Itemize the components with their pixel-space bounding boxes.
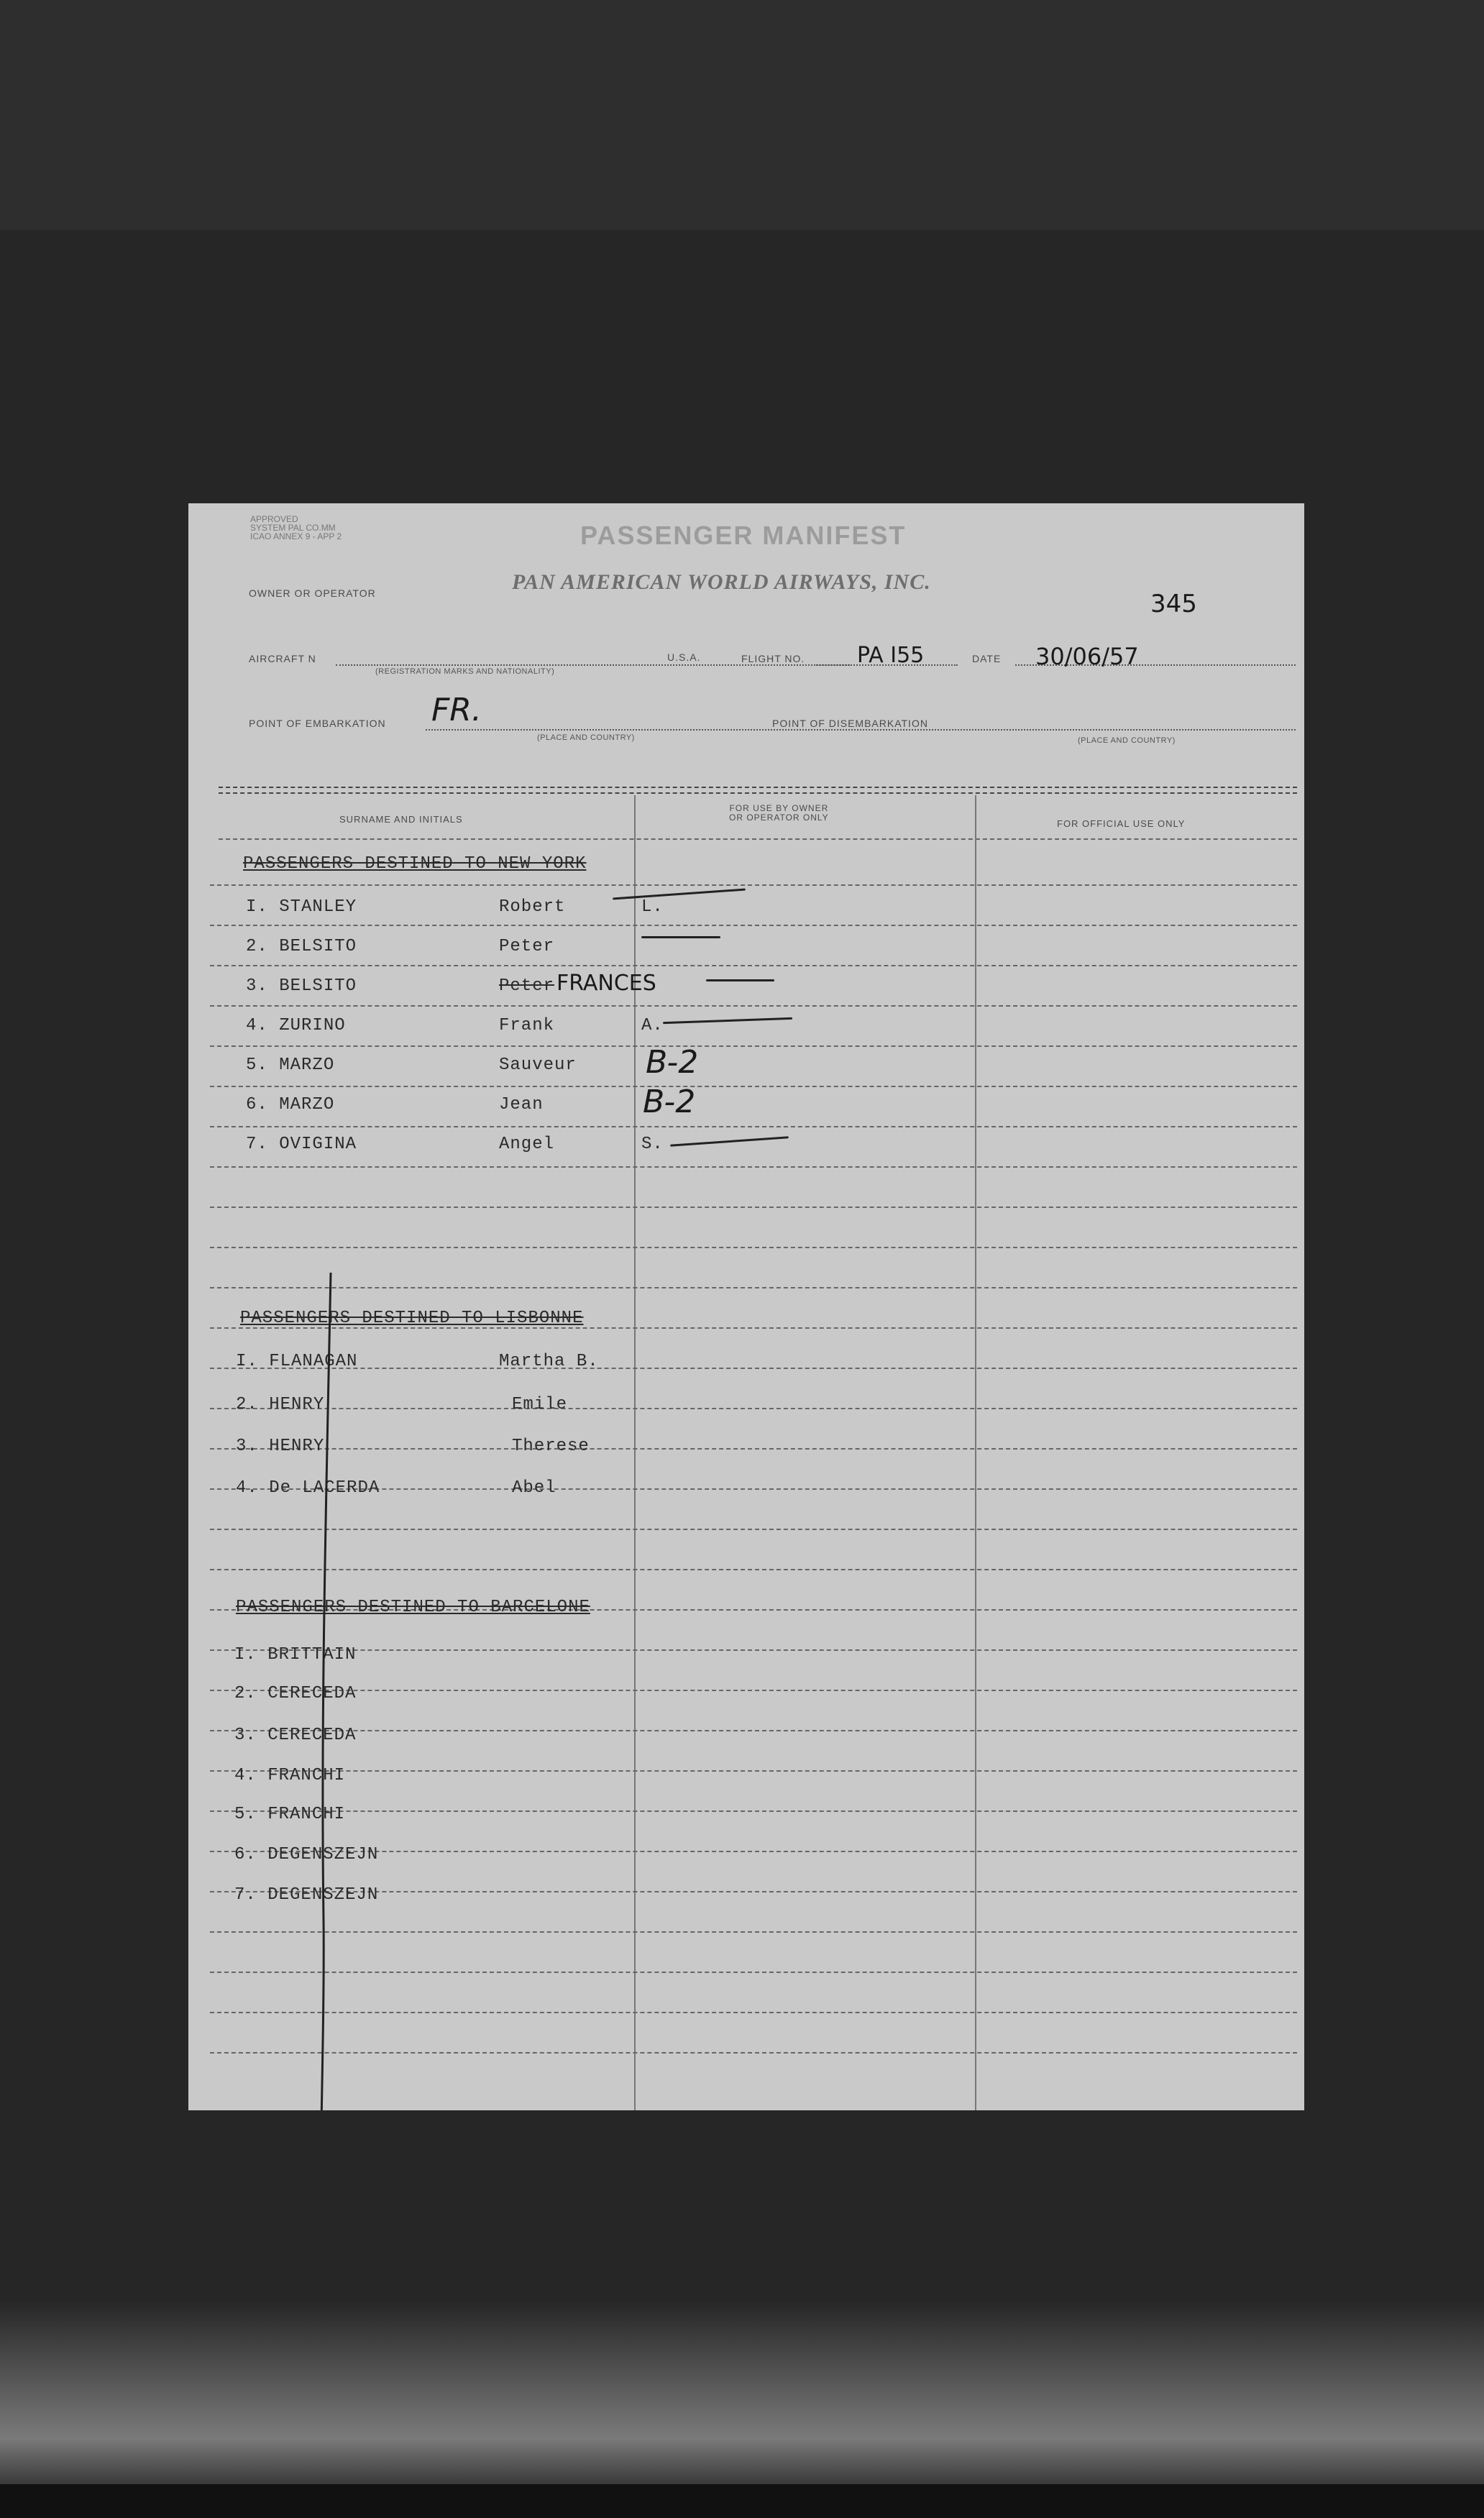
passenger-surname: DEGENSZEJN xyxy=(267,1845,379,1864)
passenger-initial: L. xyxy=(641,897,664,917)
passenger-row xyxy=(246,1095,334,1114)
passenger-number: I. xyxy=(236,1352,258,1371)
passenger-given: Sauveur xyxy=(499,1056,577,1075)
col-header-owner xyxy=(729,804,829,823)
ruled-line xyxy=(210,1207,1297,1208)
approval-line: ICAO ANNEX 9 - APP 2 xyxy=(250,531,342,541)
ruled-line xyxy=(210,1045,1297,1047)
ruled-line xyxy=(210,1247,1297,1248)
handwritten-bracket-line xyxy=(311,1273,339,2110)
passenger-number: 6. xyxy=(234,1845,257,1864)
group-heading-new-york: PASSENGERS DESTINED TO NEW YORK xyxy=(243,854,587,874)
passenger-row xyxy=(246,937,357,956)
film-bottom-edge xyxy=(0,2484,1484,2518)
passenger-surname: BRITTAIN xyxy=(267,1645,357,1665)
ruled-line xyxy=(210,2012,1297,2013)
passenger-number: 3. xyxy=(236,1437,258,1456)
passenger-surname: CERECEDA xyxy=(267,1726,357,1745)
manifest-sheet xyxy=(188,503,1304,2110)
ruled-line xyxy=(210,1368,1297,1369)
header-rule-bottom xyxy=(219,838,1297,840)
passenger-initial: S. xyxy=(641,1135,664,1154)
check-stroke xyxy=(641,936,720,938)
col-header-surname: SURNAME AND INITIALS xyxy=(339,814,463,825)
passenger-number: I. xyxy=(246,897,268,917)
passenger-number: 7. xyxy=(234,1885,257,1905)
header-rule-top xyxy=(219,787,1297,788)
passenger-number: 3. xyxy=(234,1726,257,1745)
passenger-surname: MARZO xyxy=(279,1095,335,1114)
header-rule-top xyxy=(219,792,1297,794)
passenger-number: 5. xyxy=(234,1805,257,1824)
registration-note: (REGISTRATION MARKS AND NATIONALITY) xyxy=(375,667,555,676)
passenger-surname: CERECEDA xyxy=(267,1684,357,1703)
passenger-number: 3. xyxy=(246,976,268,996)
ruled-line xyxy=(210,1166,1297,1168)
ruled-line xyxy=(210,1770,1297,1772)
passenger-surname: FRANCHI xyxy=(267,1805,346,1824)
passenger-row xyxy=(236,1478,380,1498)
ruled-line xyxy=(210,1810,1297,1812)
ruled-line xyxy=(210,925,1297,926)
aircraft-label: AIRCRAFT N xyxy=(249,653,316,664)
passenger-surname: MARZO xyxy=(279,1056,335,1075)
check-stroke xyxy=(670,1136,789,1147)
passenger-row xyxy=(236,1352,357,1371)
passenger-surname: BELSITO xyxy=(279,976,357,996)
passenger-surname: OVIGINA xyxy=(279,1135,357,1154)
ruled-line xyxy=(210,1005,1297,1007)
ruled-line xyxy=(210,884,1297,886)
ruled-line xyxy=(210,1569,1297,1570)
passenger-surname: HENRY xyxy=(269,1395,325,1414)
group-heading-lisbonne: PASSENGERS DESTINED TO LISBONNE xyxy=(240,1309,584,1328)
ruled-line xyxy=(210,1972,1297,1973)
ruled-line xyxy=(210,1448,1297,1450)
passenger-given: Angel xyxy=(499,1135,555,1154)
col-header-owner-line: FOR USE BY OWNER xyxy=(729,803,829,813)
group-heading-barcelone: PASSENGERS DESTINED TO BARCELONE xyxy=(236,1598,590,1617)
approval-stamp xyxy=(250,515,342,541)
flight-no-label: FLIGHT NO. xyxy=(738,653,807,664)
disembarkation-label: POINT OF DISEMBARKATION xyxy=(769,718,931,729)
page-number: 345 xyxy=(1150,590,1197,618)
col-header-official: FOR OFFICIAL USE ONLY xyxy=(1057,818,1186,829)
passenger-number: 2. xyxy=(234,1684,257,1703)
ruled-line xyxy=(210,2052,1297,2054)
passenger-given: Jean xyxy=(499,1095,544,1114)
col-header-owner-line: OR OPERATOR ONLY xyxy=(729,812,829,823)
date-label: DATE xyxy=(972,653,1002,664)
flight-no-value: PA I55 xyxy=(857,643,925,668)
passenger-given: Therese xyxy=(512,1437,590,1456)
approval-line: APPROVED xyxy=(250,514,298,524)
ruled-line xyxy=(210,965,1297,966)
date-value: 30/06/57 xyxy=(1035,643,1139,670)
disembarkation-place-note: (PLACE AND COUNTRY) xyxy=(1078,736,1176,745)
ruled-line xyxy=(210,1529,1297,1530)
film-top-band xyxy=(0,0,1484,230)
embarkation-place-note: (PLACE AND COUNTRY) xyxy=(537,733,635,742)
passenger-given-correction: FRANCES xyxy=(556,971,656,996)
passenger-initial: A. xyxy=(641,1016,664,1035)
passenger-surname: FRANCHI xyxy=(267,1766,346,1785)
film-bottom-fade xyxy=(0,2301,1484,2484)
ruled-line xyxy=(210,1287,1297,1288)
passenger-row xyxy=(234,1885,378,1905)
passenger-number: 4. xyxy=(246,1016,268,1035)
ruled-line xyxy=(210,1931,1297,1933)
passenger-row xyxy=(234,1845,378,1864)
embarkation-label: POINT OF EMBARKATION xyxy=(249,718,386,729)
passenger-surname: De LACERDA xyxy=(269,1478,380,1498)
passenger-number: 5. xyxy=(246,1056,268,1075)
company-name: PAN AMERICAN WORLD AIRWAYS, INC. xyxy=(512,570,931,594)
owner-label: OWNER OR OPERATOR xyxy=(249,587,376,599)
column-divider xyxy=(975,795,976,2110)
passenger-note: B-2 xyxy=(643,1084,696,1120)
passenger-surname: HENRY xyxy=(269,1437,325,1456)
passenger-given: Emile xyxy=(512,1395,568,1414)
ruled-line xyxy=(210,1086,1297,1087)
passenger-given: Abel xyxy=(512,1478,556,1498)
passenger-note: B-2 xyxy=(646,1044,699,1081)
passenger-given: Frank xyxy=(499,1016,555,1035)
passenger-row xyxy=(246,976,357,996)
ruled-line xyxy=(210,1690,1297,1691)
approval-line: SYSTEM PAL CO.MM xyxy=(250,523,336,533)
embarkation-value: FR. xyxy=(431,692,482,728)
passenger-surname: STANLEY xyxy=(279,897,357,917)
passenger-row xyxy=(246,897,357,917)
embarkation-line xyxy=(426,729,1296,731)
passenger-surname: FLANAGAN xyxy=(269,1352,358,1371)
passenger-surname: DEGENSZEJN xyxy=(267,1885,379,1905)
passenger-given: Peter xyxy=(499,937,555,956)
passenger-row xyxy=(246,1056,334,1075)
passenger-row xyxy=(246,1016,346,1035)
passenger-row xyxy=(246,1135,357,1154)
ruled-line xyxy=(210,1649,1297,1651)
aircraft-line xyxy=(336,664,850,666)
ruled-line xyxy=(210,1730,1297,1731)
form-title: PASSENGER MANIFEST xyxy=(580,521,907,550)
passenger-number: 7. xyxy=(246,1135,268,1154)
check-stroke xyxy=(613,889,746,900)
country-label: U.S.A. xyxy=(664,651,703,663)
passenger-number: 4. xyxy=(234,1766,257,1785)
passenger-number: 2. xyxy=(246,937,268,956)
passenger-number: 2. xyxy=(236,1395,258,1414)
passenger-surname: ZURINO xyxy=(279,1016,346,1035)
ruled-line xyxy=(210,1126,1297,1127)
ruled-line xyxy=(210,1408,1297,1409)
passenger-given: Robert xyxy=(499,897,566,917)
passenger-number: I. xyxy=(234,1645,257,1665)
check-stroke xyxy=(663,1017,792,1024)
passenger-given: Martha B. xyxy=(499,1352,599,1371)
passenger-number: 4. xyxy=(236,1478,258,1498)
passenger-given-struck: Peter xyxy=(499,976,555,996)
check-stroke xyxy=(706,979,774,981)
passenger-number: 6. xyxy=(246,1095,268,1114)
passenger-surname: BELSITO xyxy=(279,937,357,956)
